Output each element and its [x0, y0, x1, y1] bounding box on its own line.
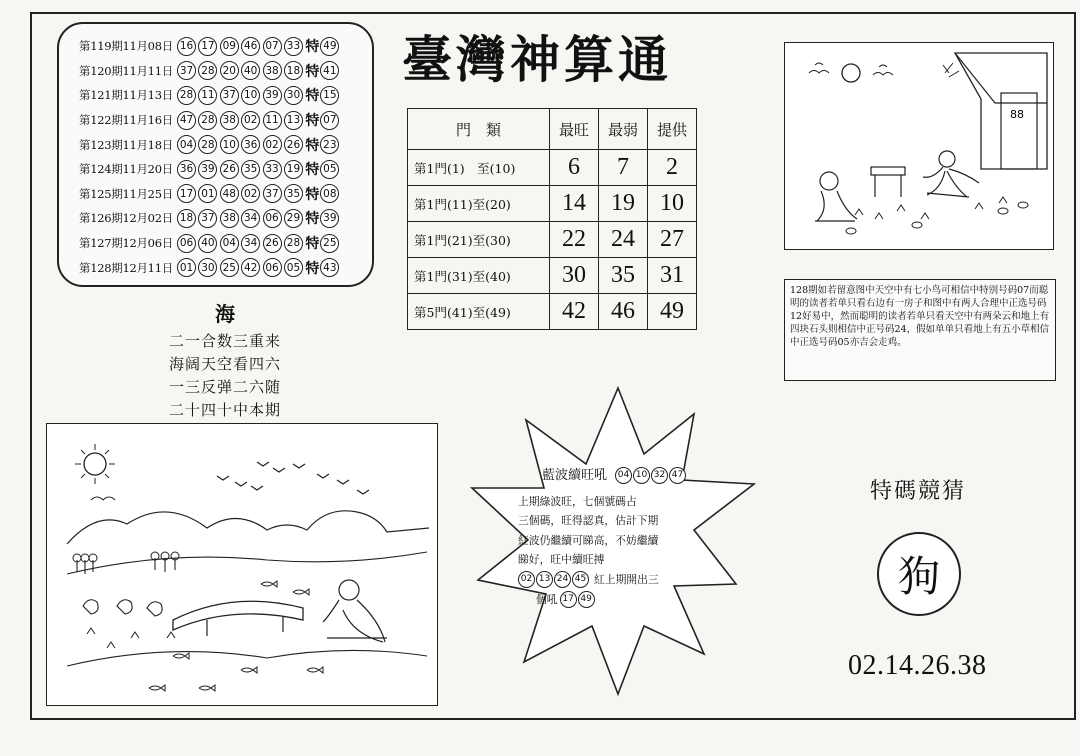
- number-ball: 35: [284, 184, 303, 203]
- draw-row: [79, 83, 372, 108]
- poem-line: 二一合数三重来: [168, 332, 281, 350]
- number-ball: 25: [220, 258, 239, 277]
- special-ball: 08: [320, 184, 339, 203]
- starburst-final-text: 個吼: [536, 592, 558, 606]
- starburst-heading: 藍波續旺吼: [542, 468, 608, 483]
- special-marker: 特: [305, 39, 320, 56]
- bottom-illustration: [46, 423, 438, 706]
- starburst-heading-row: [542, 466, 714, 486]
- number-ball: 47: [177, 111, 196, 130]
- draw-label: 第125期11月25日: [79, 186, 173, 201]
- special-ball: 23: [320, 135, 339, 154]
- number-ball: 46: [241, 37, 260, 56]
- stats-cell-label: 第1門(11)至(20): [408, 186, 550, 222]
- draw-label: 第124期11月20日: [79, 162, 173, 177]
- top-illustration: [784, 42, 1054, 250]
- draw-row: [79, 59, 372, 84]
- number-ball: 28: [198, 111, 217, 130]
- number-ball: 33: [263, 160, 282, 179]
- number-ball: 34: [241, 234, 260, 253]
- number-ball: 06: [177, 234, 196, 253]
- stats-cell-max: 14: [550, 186, 599, 222]
- number-ball: 26: [284, 135, 303, 154]
- number-ball: 28: [284, 234, 303, 253]
- explanation-box: 128期如若留意图中天空中有七小鸟可相信中特别号码07而聪明的读者若单只看右边有一房子和图中有两人合理中正选号码12好易中，然而聪明的读者若单只看天空中有两朵云和地上有四块石头则相信中正号码24，假如单单只看地上有五小草相信中正选号码05亦吉会走鸡。: [784, 279, 1056, 381]
- number-ball: 34: [241, 209, 260, 228]
- special-ball: 49: [320, 37, 339, 56]
- starburst-last-row: [518, 570, 714, 590]
- number-ball: 47: [669, 467, 686, 484]
- starburst-last-text: 紅上期開出三: [594, 572, 659, 586]
- number-ball: 39: [263, 86, 282, 105]
- draw-row: [79, 231, 372, 256]
- number-ball: 37: [198, 209, 217, 228]
- draw-label: 第119期11月08日: [79, 39, 173, 54]
- starburst-line: 上期綠波旺，七個號碼占: [518, 494, 637, 508]
- special-ball: 25: [320, 234, 339, 253]
- stats-cell-label: 第1門(21)至(30): [408, 222, 550, 258]
- number-ball: 28: [198, 135, 217, 154]
- number-ball: 29: [284, 209, 303, 228]
- stats-cell-max: 42: [550, 294, 599, 330]
- number-ball: 05: [284, 258, 303, 277]
- number-ball: 26: [263, 234, 282, 253]
- bottom-illustration-drawing: [47, 424, 437, 705]
- number-ball: 06: [263, 209, 282, 228]
- number-ball: 35: [241, 160, 260, 179]
- poem-title: 海: [215, 302, 235, 326]
- special-ball: 39: [320, 209, 339, 228]
- number-ball: 18: [284, 61, 303, 80]
- number-ball: 36: [177, 160, 196, 179]
- poem-line: 海阔天空看四六: [168, 355, 281, 373]
- top-illustration-drawing: [785, 43, 1053, 249]
- number-ball: 42: [241, 258, 260, 277]
- guess-numbers: 02.14.26.38: [848, 650, 987, 681]
- special-marker: 特: [305, 260, 320, 277]
- stats-cell-offer: 10: [648, 186, 697, 222]
- number-ball: 19: [284, 160, 303, 179]
- number-ball: 18: [177, 209, 196, 228]
- number-ball: 02: [263, 135, 282, 154]
- number-ball: 13: [284, 111, 303, 130]
- stats-row: [408, 186, 697, 222]
- number-ball: 28: [177, 86, 196, 105]
- stats-cell-min: 24: [599, 222, 648, 258]
- stats-cell-offer: 49: [648, 294, 697, 330]
- stats-row: [408, 150, 697, 186]
- special-marker: 特: [305, 137, 320, 154]
- stats-row: [408, 222, 697, 258]
- stats-cell-min: 7: [599, 150, 648, 186]
- special-marker: 特: [305, 162, 320, 179]
- draw-label: 第122期11月16日: [79, 113, 173, 128]
- number-ball: 37: [177, 61, 196, 80]
- stats-cell-max: 6: [550, 150, 599, 186]
- stats-cell-label: 第1門(1) 至(10): [408, 150, 550, 186]
- number-ball: 38: [263, 61, 282, 80]
- number-ball: 02: [241, 111, 260, 130]
- number-ball: 17: [198, 37, 217, 56]
- number-ball: 09: [220, 37, 239, 56]
- stats-cell-max: 22: [550, 222, 599, 258]
- number-ball: 17: [560, 591, 577, 608]
- draw-row: [79, 206, 372, 231]
- draw-row: [79, 157, 372, 182]
- number-ball: 49: [578, 591, 595, 608]
- number-ball: 13: [536, 571, 553, 588]
- starburst-line: 睇好，旺中續旺搏: [518, 553, 605, 567]
- special-marker: 特: [305, 63, 320, 80]
- stats-header: 最旺: [550, 109, 599, 150]
- guess-animal: 狗: [877, 532, 961, 616]
- number-ball: 39: [198, 160, 217, 179]
- number-ball: 07: [263, 37, 282, 56]
- stats-cell-min: 19: [599, 186, 648, 222]
- stats-cell-offer: 27: [648, 222, 697, 258]
- draw-label: 第128期12月11日: [79, 260, 173, 275]
- stats-cell-offer: 2: [648, 150, 697, 186]
- number-ball: 01: [177, 258, 196, 277]
- starburst-line: 三個碼，旺得認真，估計下期: [518, 514, 659, 528]
- number-ball: 30: [284, 86, 303, 105]
- stats-cell-label: 第5門(41)至(49): [408, 294, 550, 330]
- special-ball: 15: [320, 86, 339, 105]
- number-ball: 10: [633, 467, 650, 484]
- poem: [150, 298, 300, 422]
- draw-row: [79, 255, 372, 280]
- special-ball: 05: [320, 160, 339, 179]
- number-ball: 37: [263, 184, 282, 203]
- number-ball: 16: [177, 37, 196, 56]
- number-ball: 38: [220, 209, 239, 228]
- number-ball: 30: [198, 258, 217, 277]
- draw-label: 第123期11月18日: [79, 137, 173, 152]
- stats-cell-offer: 31: [648, 258, 697, 294]
- guess-title: 特碼競猜: [870, 479, 967, 504]
- stats-table: [407, 108, 697, 330]
- draw-label: 第127期12月06日: [79, 236, 173, 251]
- house-sign: 88: [1010, 108, 1024, 121]
- stats-cell-min: 46: [599, 294, 648, 330]
- number-ball: 45: [572, 571, 589, 588]
- draw-row: [79, 108, 372, 133]
- stats-header: 提供: [648, 109, 697, 150]
- number-ball: 11: [263, 111, 282, 130]
- stats-header: 最弱: [599, 109, 648, 150]
- special-marker: 特: [305, 88, 320, 105]
- poem-line: 二十四十中本期: [168, 401, 281, 419]
- number-ball: 36: [241, 135, 260, 154]
- stats-header: 門 類: [408, 109, 550, 150]
- draw-row: [79, 182, 372, 207]
- number-ball: 40: [198, 234, 217, 253]
- number-ball: 48: [220, 184, 239, 203]
- number-ball: 28: [198, 61, 217, 80]
- number-ball: 26: [220, 160, 239, 179]
- number-ball: 10: [241, 86, 260, 105]
- number-ball: 02: [518, 571, 535, 588]
- special-ball: 41: [320, 61, 339, 80]
- number-ball: 20: [220, 61, 239, 80]
- special-ball: 07: [320, 111, 339, 130]
- stats-row: [408, 258, 697, 294]
- number-ball: 04: [220, 234, 239, 253]
- page-title: 臺灣神算通: [402, 30, 672, 89]
- special-ball: 43: [320, 258, 339, 277]
- number-ball: 24: [554, 571, 571, 588]
- number-ball: 01: [198, 184, 217, 203]
- number-ball: 37: [220, 86, 239, 105]
- stats-row: [408, 294, 697, 330]
- draw-row: [79, 132, 372, 157]
- number-ball: 10: [220, 135, 239, 154]
- starburst-final-row: [536, 590, 714, 610]
- number-ball: 40: [241, 61, 260, 80]
- number-ball: 32: [651, 467, 668, 484]
- draw-label: 第121期11月13日: [79, 88, 173, 103]
- number-ball: 04: [615, 467, 632, 484]
- draw-history-box: [57, 22, 374, 287]
- number-ball: 17: [177, 184, 196, 203]
- starburst-line: 紅波仍繼續可睇高，不妨繼續: [518, 533, 659, 547]
- draw-label: 第120期11月11日: [79, 63, 173, 78]
- draw-row: [79, 34, 372, 59]
- number-ball: 06: [263, 258, 282, 277]
- number-ball: 11: [198, 86, 217, 105]
- poem-line: 一三反弹二六随: [168, 378, 281, 396]
- number-ball: 02: [241, 184, 260, 203]
- stats-cell-max: 30: [550, 258, 599, 294]
- number-ball: 04: [177, 135, 196, 154]
- special-marker: 特: [305, 211, 320, 228]
- number-ball: 33: [284, 37, 303, 56]
- starburst-content: [518, 466, 714, 609]
- draw-label: 第126期12月02日: [79, 211, 173, 226]
- number-ball: 38: [220, 111, 239, 130]
- special-marker: 特: [305, 236, 320, 253]
- special-marker: 特: [305, 186, 320, 203]
- stats-cell-min: 35: [599, 258, 648, 294]
- special-marker: 特: [305, 113, 320, 130]
- stats-cell-label: 第1門(31)至(40): [408, 258, 550, 294]
